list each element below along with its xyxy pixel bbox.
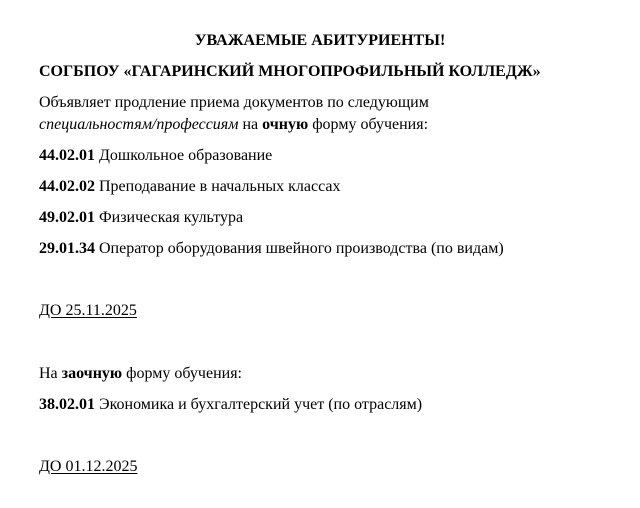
extramural-prefix: На (39, 365, 58, 382)
program-code: 38.02.01 (39, 396, 95, 413)
program-code: 44.02.01 (39, 147, 95, 164)
intro-bold: очную (262, 116, 309, 133)
program-item (39, 177, 341, 197)
program-item (39, 395, 422, 415)
intro-rest: форму обучения: (312, 116, 429, 133)
program-name: Дошкольное образование (99, 147, 273, 164)
program-code: 44.02.02 (39, 178, 95, 195)
program-code: 49.02.01 (39, 209, 95, 226)
program-item (39, 239, 504, 259)
intro-italic: специальностям/профессиям (39, 116, 239, 133)
college-name-text: СОГБПОУ «ГАГАРИНСКИЙ МНОГОПРОФИЛЬНЫЙ КОЛЛЕДЖ» (39, 63, 541, 80)
program-code: 29.01.34 (39, 240, 95, 257)
intro-on: на (242, 116, 259, 133)
program-name: Физическая культура (99, 209, 244, 226)
program-item (39, 208, 243, 228)
program-name: Оператор оборудования швейного производства (по видам) (99, 240, 504, 257)
extramural-intro (39, 364, 242, 384)
intro-line-1: Объявляет продление приема документов по следующим (39, 94, 429, 111)
fulltime-deadline: ДО 25.11.2025 (39, 302, 137, 319)
extramural-bold: заочную (61, 365, 123, 382)
program-item (39, 146, 272, 166)
intro-line-2 (39, 115, 428, 135)
heading (0, 31, 640, 51)
program-name: Экономика и бухгалтерский учет (по отраслям) (99, 396, 423, 413)
program-name: Преподавание в начальных классах (99, 178, 341, 195)
college-name (39, 62, 541, 82)
extramural-rest: форму обучения: (126, 365, 242, 382)
extramural-deadline: ДО 01.12.2025 (39, 458, 138, 475)
heading-text: УВАЖАЕМЫЕ АБИТУРИЕНТЫ! (194, 32, 446, 49)
